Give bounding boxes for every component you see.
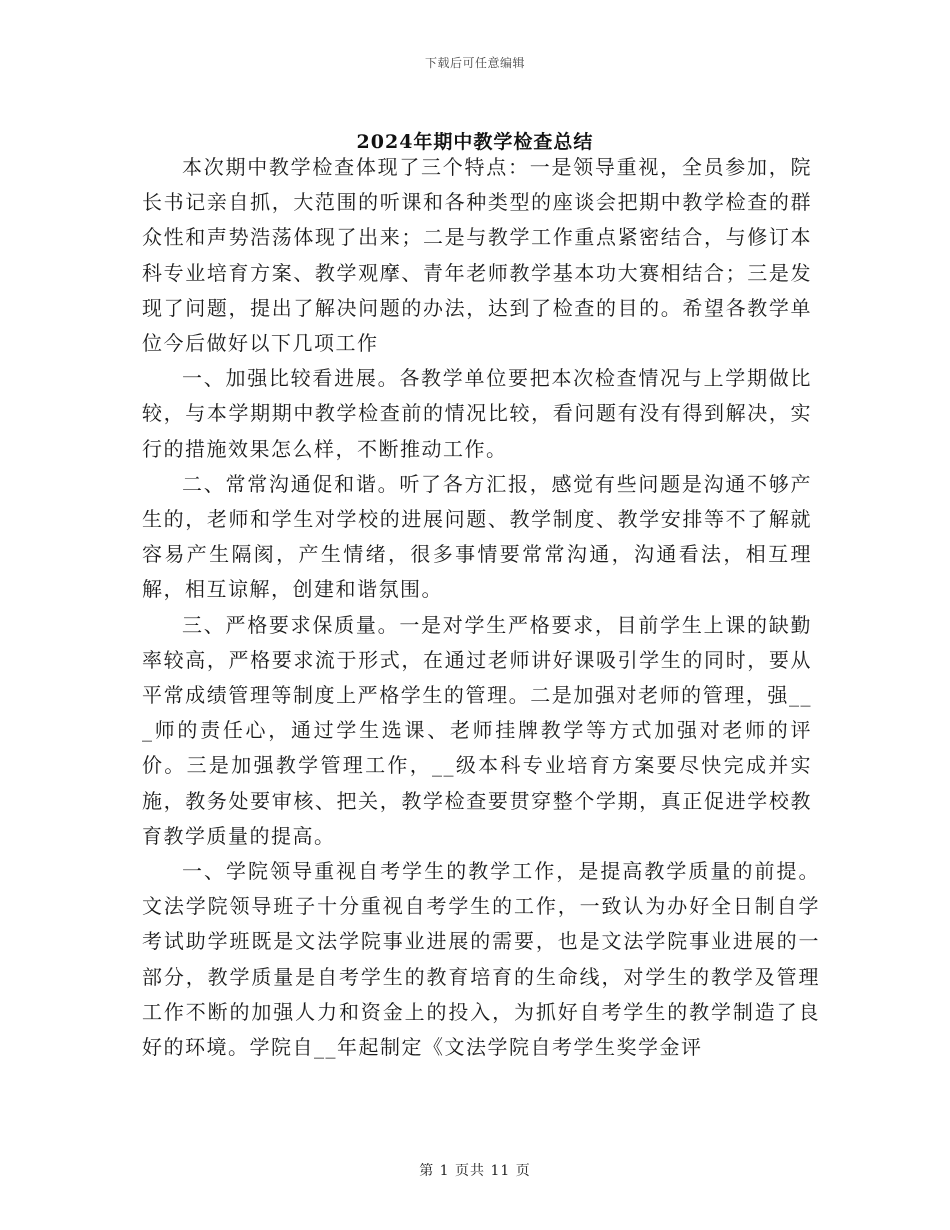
paragraph-communication-harmony: 二、常常沟通促和谐。听了各方汇报，感觉有些问题是沟通不够产生的，老师和学生对学校的进展问题、教学制度、教学安排等不了解就容易产生隔阂，产生情绪，很多事情要常常沟通，沟通看法，相互理解，相互谅解，创建和谐氛围。 — [142, 471, 812, 602]
paragraph-strict-quality: 三、严格要求保质量。一是对学生严格要求，目前学生上课的缺勤率较高，严格要求流于形式，在通过老师讲好课吸引学生的同时，要从平常成绩管理等制度上严格学生的管理。二是加强对老师的管理，强___师的责任心，通过学生选课、老师挂牌教学等方式加强对老师的评价。三是加强教学管理工作，__级本科专业培育方案要尽快完成并实施，教务处要审核、把关，教学检查要贯穿整个学期，真正促进学校教育教学质量的提高。 — [142, 612, 812, 848]
download-edit-note: 下载后可任意编辑 — [424, 56, 525, 70]
paragraph-leadership-self-study: 一、学院领导重视自考学生的教学工作，是提高教学质量的前提。文法学院领导班子十分重视自考学生的工作，一致认为办好全日制自学考试助学班既是文法学院事业进展的需要，也是文法学院事业进展的一部分，教学质量是自考学生的教育培育的生命线，对学生的教学及管理工作不断的加强人力和资金上的投入，为抓好自考学生的教学制造了良好的环境。学院自__年起制定《文法学院自考学生奖学金评 — [142, 859, 820, 1060]
document-body — [142, 150, 820, 1065]
paragraph-compare-progress: 一、加强比较看进展。各教学单位要把本次检查情况与上学期做比较，与本学期期中教学检查前的情况比较，看问题有没有得到解决，实行的措施效果怎么样，不断推动工作。 — [142, 366, 812, 461]
page-number: 第 1 页共 11 页 — [419, 1163, 531, 1179]
document-title: 2024年期中教学检查总结 — [356, 130, 594, 153]
paragraph-intro: 本次期中教学检查体现了三个特点：一是领导重视，全员参加，院长书记亲自抓，大范围的听课和各种类型的座谈会把期中教学检查的群众性和声势浩荡体现了出来；二是与教学工作重点紧密结合，与修订本科专业培育方案、教学观摩、青年老师教学基本功大赛相结合；三是发现了问题，提出了解决问题的办法，达到了检查的目的。希望各教学单位今后做好以下几项工作 — [142, 155, 812, 356]
